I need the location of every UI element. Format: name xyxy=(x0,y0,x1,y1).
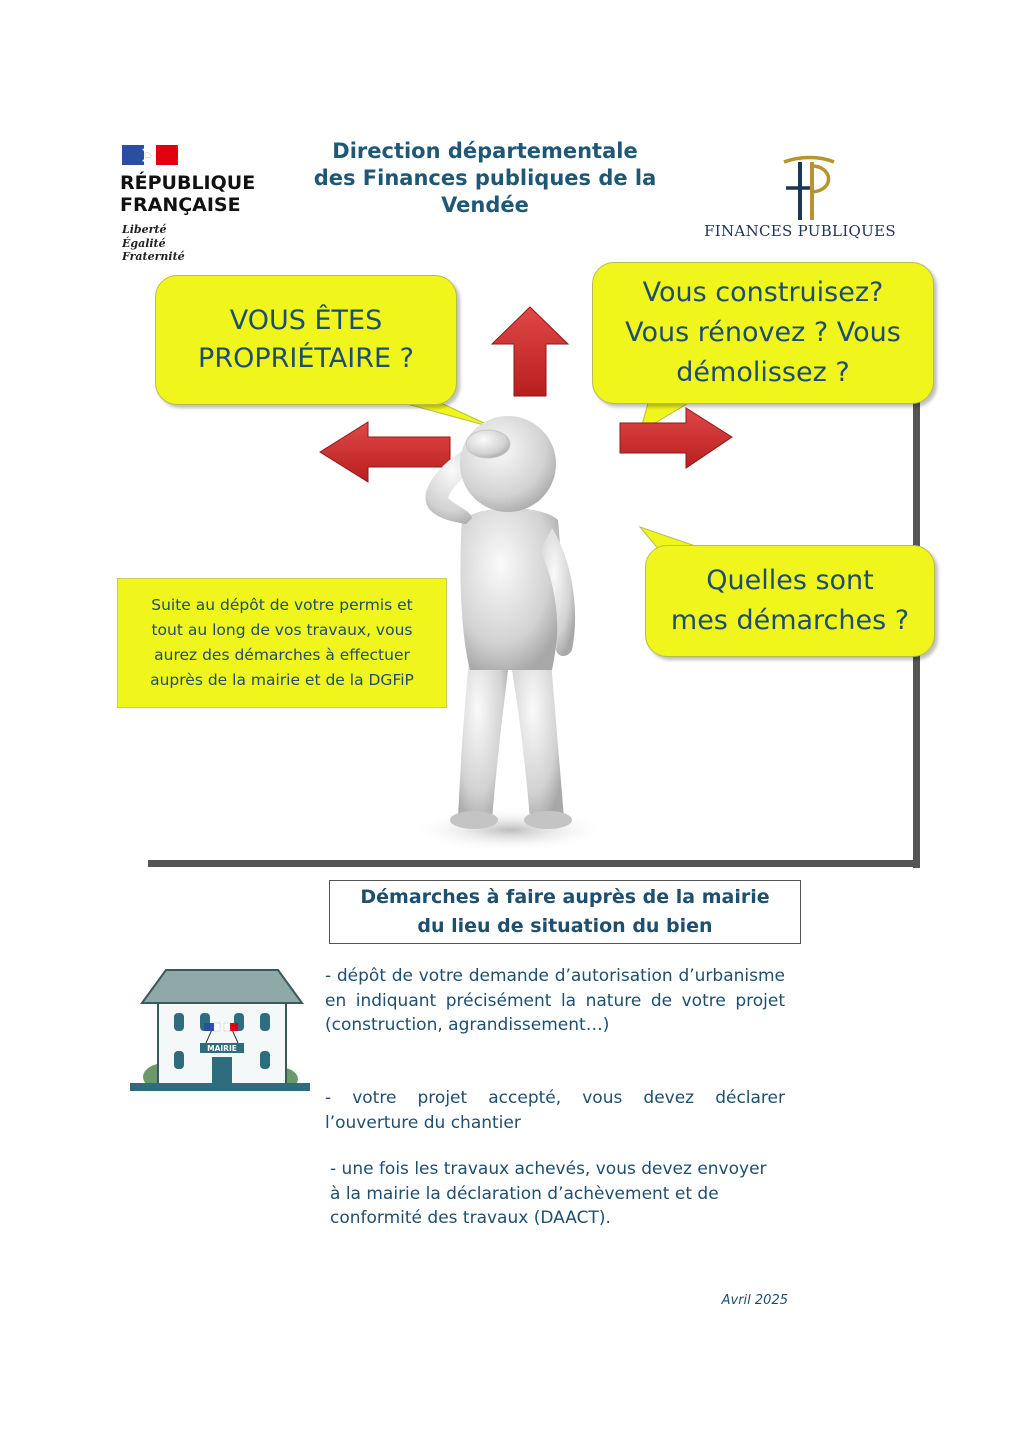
section-title-line2: du lieu de situation du bien xyxy=(417,915,713,937)
step-depot-demande: - dépôt de votre demande d’autorisation d’urbanisme en indiquant précisément la nature de votre projet (construction, agrandissement…) xyxy=(325,966,785,1035)
thinking-person-icon xyxy=(400,400,620,860)
arrow-right-icon xyxy=(620,408,732,468)
bubble-travaux-line2: Vous rénovez ? Vous xyxy=(625,317,901,348)
town-hall-icon xyxy=(130,965,310,1095)
arrow-up-icon xyxy=(492,307,568,396)
mairie-sign: MAIRIE xyxy=(207,1044,237,1053)
document-date: Avril 2025 xyxy=(721,1293,788,1308)
section-title-line1: Démarches à faire auprès de la mairie xyxy=(360,886,770,908)
finances-publiques-caption: FINANCES PUBLIQUES xyxy=(704,222,896,240)
bubble-proprietaire-line2: PROPRIÉTAIRE ? xyxy=(198,343,414,374)
motto-fraternite: Fraternité xyxy=(122,250,185,263)
info-line2: tout au long de vos travaux, vous xyxy=(151,621,413,639)
motto-liberte: Liberté xyxy=(122,223,167,236)
republique-francaise-title: RÉPUBLIQUE FRANÇAISE xyxy=(120,172,256,216)
info-line3: aurez des démarches à effectuer xyxy=(154,646,410,664)
section-title-box xyxy=(329,880,801,944)
bubble-proprietaire-line1: VOUS ÊTES xyxy=(229,305,383,336)
bubble-travaux-line3: démolissez ? xyxy=(676,357,850,388)
bubble-demarches-line2: mes démarches ? xyxy=(670,605,910,636)
step-daact: - une fois les travaux achevés, vous devez envoyer à la mairie la déclaration d’achèvement et de conformité des travaux (DAACT). xyxy=(330,1159,767,1228)
motto-egalite: Égalité xyxy=(122,236,166,250)
ddfip-title-line1: Direction départementale xyxy=(332,139,638,163)
bubble-demarches-line1: Quelles sont xyxy=(706,565,874,596)
info-line4: auprès de la mairie et de la DGFiP xyxy=(150,671,414,689)
ddfip-title-line2: des Finances publiques de la Vendée xyxy=(313,166,657,217)
bubble-travaux-line1: Vous construisez? xyxy=(642,277,884,308)
step-ouverture-chantier: - votre projet accepté, vous devez déclarer l’ouverture du chantier xyxy=(325,1088,785,1133)
info-line1: Suite au dépôt de votre permis et xyxy=(151,596,413,614)
